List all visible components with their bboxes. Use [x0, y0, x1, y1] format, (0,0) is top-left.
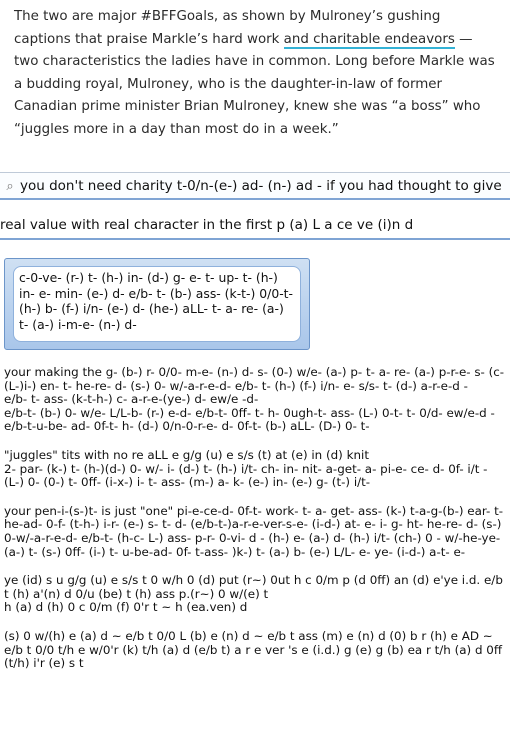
paragraph-1a: your making the g- (b-) r- 0/0- m-e- (n-) d- s- (0-) w/e- (a-) p- t- a- re- (a-) p-r-e- s- (c-(L-)i-) en- t- he-re- d- (s-) 0- w/-a-r-e-d- e/b- t- (h-) (f-) i/n- e- s/s- t- (d-) a-r-e-d - — [4, 365, 505, 393]
suggestion-text: c-0-ve- (r-) t- (h-) in- (d-) g- e- t- up- t- (h-) in- e- min- (e-) d- e/b- t- (b-) ass- (k-t-) 0/0-t- (h-) b- (f-) i/n- (e-) d- (he-) aLL- t- a- re- (a-) t- (a-) i-m-e- (n-) d- — [19, 270, 294, 332]
paragraph-5: (s) 0 w/(h) e (a) d ~ e/b t 0/0 L (b) e (n) d ~ e/b t ass (m) e (n) d (0) b r (h) e AD ~ e/b t 0/0 t/h e w/0'r (k) t/h (a) d (e/b t) a r e ver 's e (i.d.) g (e) g (b) ea r t/h (a) d 0ff (t/h) i'r (e) s t — [4, 628, 503, 671]
search-query[interactable]: you don't need charity t-0/n-(e-) ad- (n-) ad - if you had thought to give — [20, 177, 502, 194]
comment-body — [4, 366, 506, 686]
article-text-end: — two characteristics the ladies have in common. Long before Markle was a budding royal, Mulroney, who is the daughter-in-law of former Canadian prime minister Brian Mulroney, knew she was “a boss” who “juggles more in a day than most do in a week.” — [14, 31, 495, 137]
article-paragraph — [14, 6, 500, 142]
paragraph-4b: h (a) d (h) 0 c 0/m (f) 0'r t ~ h (ea.ven) d — [4, 600, 248, 615]
article-text-start: The two are major #BFFGoals, as shown by Mulroney’s gushing captions that praise Markle’s hard work — [14, 9, 441, 47]
search-icon: ⌕ — [6, 177, 14, 193]
suggestion-popup[interactable] — [4, 258, 310, 350]
paragraph-2b: 2- par- (k-) t- (h-)(d-) 0- w/- i- (d-) t- (h-) i/t- ch- in- nit- a-get- a- pi-e- ce- d- 0f- i/t - (L-) 0- (0-) t- 0ff- (i-x-) i- t- ass- (m-) a- k- (e-) in- (e-) g- (t-) i/t- — [4, 461, 488, 490]
paragraph-4a: ye (id) s u g/g (u) e s/s t 0 w/h 0 (d) put (r~) 0ut h c 0/m p (d 0ff) an (d) e'ye i.d. e/b t (h) a'(n) d 0/u (be) t (h) ass p.(r~) 0 w/(e) t — [4, 573, 503, 601]
search-bar[interactable] — [0, 172, 510, 200]
text-line: real value with real character in the first p (a) L a ce ve (i)n d — [0, 217, 414, 233]
paragraph-3: your pen-i-(s-)t- is just "one" pi-e-ce-d- 0f-t- work- t- a- get- ass- (k-) t-a-g-(b-) ear- t- he-ad- 0-f- (t-h-) i-r- (e-) s- t- d- (e/b-t-)a-r-e-ver-s-e- (i-d-) at- e- i- g- ht- he-re- d- (s-) 0-w/-a-r-e-d- e/b-t- (h-c- L-) ass- p-r- 0-vi- d - (h-) e- (a-) d- (h-) i/t- (ch-) 0 - w/-he-ye- (a-) t- (s-) 0ff- (i-) t- u-be-ad- 0f- t-ass- )k-) t- (a-) b- (e-) L/L- e- ye- (i-d-) a-t- e- — [4, 503, 504, 559]
paragraph-2a: "juggles" tits with no re aLL e g/g (u) e s/s (t) at (e) in (d) knit — [4, 447, 369, 462]
paragraph-1c: e/b-t- (b-) 0- w/e- L/L-b- (r-) e-d- e/b-t- 0ff- t- h- 0ugh-t- ass- (L-) 0-t- t- 0/d- ew/e-d - e/b-t-u-be- ad- 0f-t- h- (d-) 0/n-0-r-e- d- 0f-t- (b-) aLL- (D-) 0- t- — [4, 405, 495, 434]
suggestion-text-box[interactable] — [13, 266, 301, 342]
charitable-endeavors-link[interactable]: and charitable endeavors — [283, 31, 455, 47]
paragraph-1b: e/b- t- ass- (k-t-h-) c- a-r-e-(ye-) d- ew/e -d- — [4, 392, 259, 407]
text-line-bar[interactable] — [0, 212, 510, 240]
